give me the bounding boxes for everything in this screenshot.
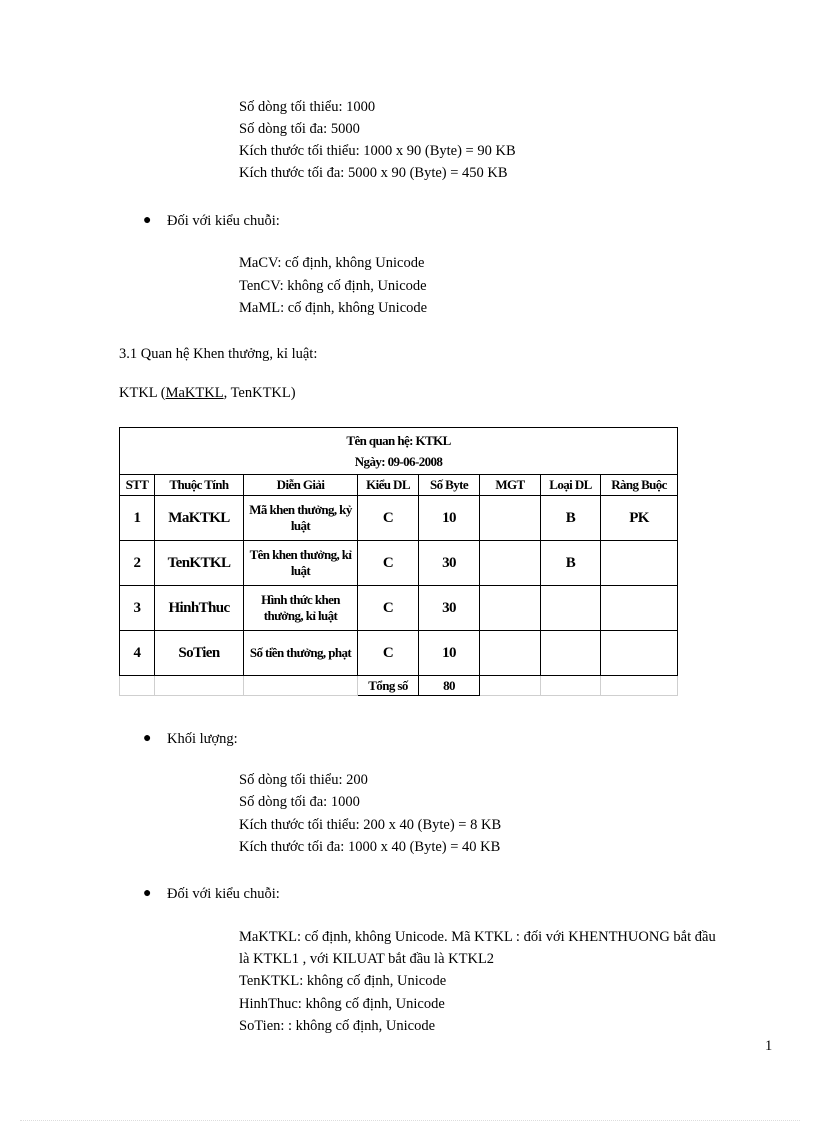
volume-min-bytes: Kích thước tối thiểu: 200 x 40 (Byte) = 8 KB	[239, 817, 502, 833]
cell-bytes: 10	[419, 631, 480, 676]
cell-kind	[541, 631, 601, 676]
primary-key: MaKTKL	[165, 385, 224, 401]
cell-bytes: 30	[419, 586, 480, 631]
cell-stt: 3	[120, 586, 155, 631]
header-cell: Loại DL	[541, 475, 601, 496]
cell-type: C	[358, 496, 419, 541]
table-title-cell	[120, 428, 678, 475]
empty-cell	[244, 676, 358, 696]
string-maml: MaML: cố định, không Unicode	[239, 300, 428, 316]
cell-constraint	[601, 586, 678, 631]
cell-type: C	[358, 586, 419, 631]
string-tenktkl: TenKTKL: không cố định, Unicode	[239, 973, 447, 989]
header-cell: Ràng Buộc	[601, 475, 678, 496]
bullet-dot-icon: ●	[143, 886, 152, 901]
volume-max-bytes: Kích thước tối đa: 1000 x 40 (Byte) = 40 KB	[239, 839, 501, 855]
cell-mgt	[480, 541, 541, 586]
header-cell: Thuộc Tính	[155, 475, 244, 496]
cell-kind	[541, 586, 601, 631]
cell-constraint	[601, 631, 678, 676]
bullet-string-types-2: Đối với kiểu chuỗi:	[167, 886, 280, 902]
empty-cell	[541, 676, 601, 696]
header-cell: MGT	[480, 475, 541, 496]
cell-constraint: PK	[601, 496, 678, 541]
empty-cell	[120, 676, 155, 696]
table-date: Ngày: 09-06-2008	[354, 454, 443, 469]
page-number: 1	[765, 1038, 773, 1054]
cell-stt: 4	[120, 631, 155, 676]
string-tencv: TenCV: không cố định, Unicode	[239, 278, 427, 294]
page-divider	[20, 1120, 800, 1121]
table-row	[120, 541, 678, 586]
cell-attr: SoTien	[155, 631, 244, 676]
size-min-bytes: Kích thước tối thiểu: 1000 x 90 (Byte) = 90 KB	[239, 143, 516, 159]
cell-mgt	[480, 496, 541, 541]
string-maktkl: MaKTKL: cố định, không Unicode. Mã KTKL : đối với KHENTHUONG bắt đầu	[239, 929, 716, 945]
bullet-string-types: Đối với kiểu chuỗi:	[167, 213, 280, 229]
relation-schema: KTKL (MaKTKL, TenKTKL)	[119, 385, 296, 401]
cell-desc: Số tiền thưởng, phạt	[244, 631, 358, 676]
table-title: Tên quan hệ: KTKL	[346, 433, 451, 448]
header-cell: STT	[120, 475, 155, 496]
cell-stt: 2	[120, 541, 155, 586]
size-max-bytes: Kích thước tối đa: 5000 x 90 (Byte) = 450 KB	[239, 165, 508, 181]
empty-cell	[155, 676, 244, 696]
cell-desc: Tên khen thưởng, kỉ luật	[244, 541, 358, 586]
bullet-dot-icon: ●	[143, 731, 152, 746]
header-cell: Kiểu DL	[358, 475, 419, 496]
table-row	[120, 586, 678, 631]
size-max-rows: Số dòng tối đa: 5000	[239, 121, 360, 137]
volume-min-rows: Số dòng tối thiểu: 200	[239, 772, 368, 788]
cell-mgt	[480, 586, 541, 631]
cell-desc: Hình thức khen thưởng, kỉ luật	[244, 586, 358, 631]
string-macv: MaCV: cố định, không Unicode	[239, 255, 425, 271]
cell-constraint	[601, 541, 678, 586]
volume-max-rows: Số dòng tối đa: 1000	[239, 794, 360, 810]
table-header-row	[120, 475, 678, 496]
bullet-dot-icon: ●	[143, 213, 152, 228]
header-cell: Số Byte	[419, 475, 480, 496]
table-row	[120, 496, 678, 541]
cell-type: C	[358, 631, 419, 676]
empty-cell	[480, 676, 541, 696]
table-row	[120, 631, 678, 676]
string-sotien: SoTien: : không cố định, Unicode	[239, 1018, 436, 1034]
cell-desc: Mã khen thưởng, kỷ luật	[244, 496, 358, 541]
string-maktkl-cont: là KTKL1 , với KILUAT bắt đầu là KTKL2	[239, 951, 495, 967]
cell-bytes: 10	[419, 496, 480, 541]
cell-stt: 1	[120, 496, 155, 541]
cell-attr: TenKTKL	[155, 541, 244, 586]
empty-cell	[601, 676, 678, 696]
cell-type: C	[358, 541, 419, 586]
cell-kind: B	[541, 496, 601, 541]
cell-attr: MaKTKL	[155, 496, 244, 541]
cell-mgt	[480, 631, 541, 676]
section-heading: 3.1 Quan hệ Khen thưởng, kỉ luật:	[119, 346, 318, 362]
size-min-rows: Số dòng tối thiểu: 1000	[239, 99, 376, 115]
relation-table	[119, 427, 678, 696]
total-value: 80	[419, 676, 480, 696]
string-hinhthuc: HinhThuc: không cố định, Unicode	[239, 996, 445, 1012]
cell-attr: HinhThuc	[155, 586, 244, 631]
table-total-row	[120, 676, 678, 696]
cell-bytes: 30	[419, 541, 480, 586]
bullet-volume: Khối lượng:	[167, 731, 238, 747]
cell-kind: B	[541, 541, 601, 586]
total-label: Tổng số	[358, 676, 419, 696]
header-cell: Diễn Giải	[244, 475, 358, 496]
